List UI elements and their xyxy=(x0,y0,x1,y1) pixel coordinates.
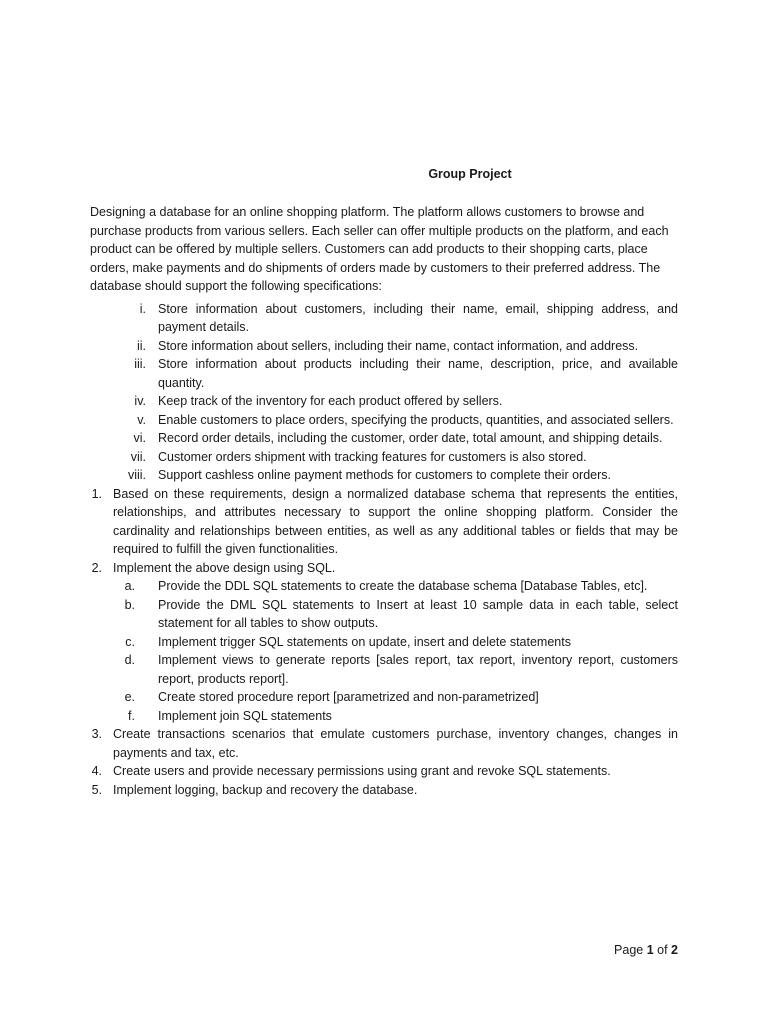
intro-paragraph: Designing a database for an online shopping platform. The platform allows customers to browse and purchase products from various sellers. Each seller can offer multiple products on the platform, and each product can be offered by multiple sellers. Customers can add products to their shopping carts, place orders, make payments and do shipments of orders made by customers to their preferred address. The database should support the following specifications: xyxy=(90,205,669,293)
task-marker: 1. xyxy=(91,486,102,501)
list-item xyxy=(90,448,678,467)
list-item xyxy=(90,429,678,448)
list-item-text: Customer orders shipment with tracking features for customers is also stored. xyxy=(158,449,587,464)
task-item xyxy=(90,485,678,559)
subtask-text: Create stored procedure report [parametrized and non-parametrized] xyxy=(158,690,539,704)
task-marker: 5. xyxy=(91,782,102,797)
task-text: Create users and provide necessary permissions using grant and revoke SQL statements. xyxy=(113,764,611,778)
task-marker: 4. xyxy=(91,764,102,778)
task-marker: 2. xyxy=(91,560,102,575)
list-item xyxy=(90,337,678,356)
subtask-marker: f. xyxy=(128,708,135,723)
list-item xyxy=(90,300,678,337)
tasks-list xyxy=(90,485,678,800)
task-text: Implement logging, backup and recovery the database. xyxy=(113,782,418,797)
task-body xyxy=(113,559,678,726)
list-marker: v. xyxy=(137,412,146,427)
subtask-item xyxy=(90,633,678,652)
task-item xyxy=(90,559,678,726)
subtask-text: Implement join SQL statements xyxy=(158,708,332,723)
task-text: Implement the above design using SQL. xyxy=(113,560,336,575)
list-marker: iv. xyxy=(134,394,146,408)
list-item xyxy=(90,466,678,485)
list-marker: vii. xyxy=(130,449,146,464)
subtask-marker: d. xyxy=(124,653,135,667)
list-marker: i. xyxy=(139,301,146,316)
subtask-marker: a. xyxy=(124,579,135,593)
list-marker: vi. xyxy=(133,431,146,445)
subtask-item xyxy=(90,688,678,707)
document-title: Group Project xyxy=(428,167,512,181)
list-marker: ii. xyxy=(136,338,146,353)
subtask-text: Provide the DDL SQL statements to create the database schema [Database Tables, etc]. xyxy=(158,579,648,593)
subtask-text: Implement views to generate reports [sales report, tax report, inventory report, customers report, products report]. xyxy=(158,653,678,686)
subtask-marker: e. xyxy=(124,690,135,704)
subtask-text: Implement trigger SQL statements on update, insert and delete statements xyxy=(158,634,571,649)
list-item-text: Enable customers to place orders, specifying the products, quantities, and associated sellers. xyxy=(158,412,674,427)
list-item-text: Store information about customers, including their name, email, shipping address, and payment details. xyxy=(158,301,678,334)
list-item-text: Store information about products including their name, description, price, and available quantity. xyxy=(158,357,678,390)
specifications-list xyxy=(90,300,678,485)
list-item xyxy=(90,355,678,392)
list-item-text: Support cashless online payment methods for customers to complete their orders. xyxy=(158,468,611,482)
document-body xyxy=(90,203,678,799)
list-item xyxy=(90,392,678,411)
subtask-marker: b. xyxy=(124,597,135,612)
list-marker: iii. xyxy=(134,357,146,371)
list-item-text: Keep track of the inventory for each product offered by sellers. xyxy=(158,394,503,408)
list-item-text: Store information about sellers, including their name, contact information, and address. xyxy=(158,338,639,353)
task-text: Create transactions scenarios that emulate customers purchase, inventory changes, changes in payments and tax, etc. xyxy=(113,727,678,760)
current-page: 1 xyxy=(646,943,654,957)
page-label: Page xyxy=(614,943,647,957)
total-pages: 2 xyxy=(671,943,678,957)
task-item xyxy=(90,781,678,800)
list-marker: viii. xyxy=(127,468,146,482)
page-number xyxy=(614,943,678,957)
list-item xyxy=(90,411,678,430)
task-item xyxy=(90,725,678,762)
list-item-text: Record order details, including the customer, order date, total amount, and shipping details. xyxy=(158,431,663,445)
page-of-label: of xyxy=(653,943,672,957)
subtask-item xyxy=(90,577,678,596)
subtask-text: Provide the DML SQL statements to Insert at least 10 sample data in each table, select statement for all tables to show outputs. xyxy=(158,597,678,630)
subtask-item xyxy=(90,651,678,688)
task-item xyxy=(90,762,678,781)
subtask-item xyxy=(90,707,678,726)
task-marker: 3. xyxy=(91,727,102,741)
task-text: Based on these requirements, design a normalized database schema that represents the entities, relationships, and attributes necessary to support the online shopping platform. Consider the cardinality and relationships between entities, as well as any additional tables or fields that may be required to fulfill the given functionalities. xyxy=(113,486,678,556)
subtask-marker: c. xyxy=(125,634,135,649)
subtask-item xyxy=(90,596,678,633)
subtasks-list xyxy=(90,577,678,725)
